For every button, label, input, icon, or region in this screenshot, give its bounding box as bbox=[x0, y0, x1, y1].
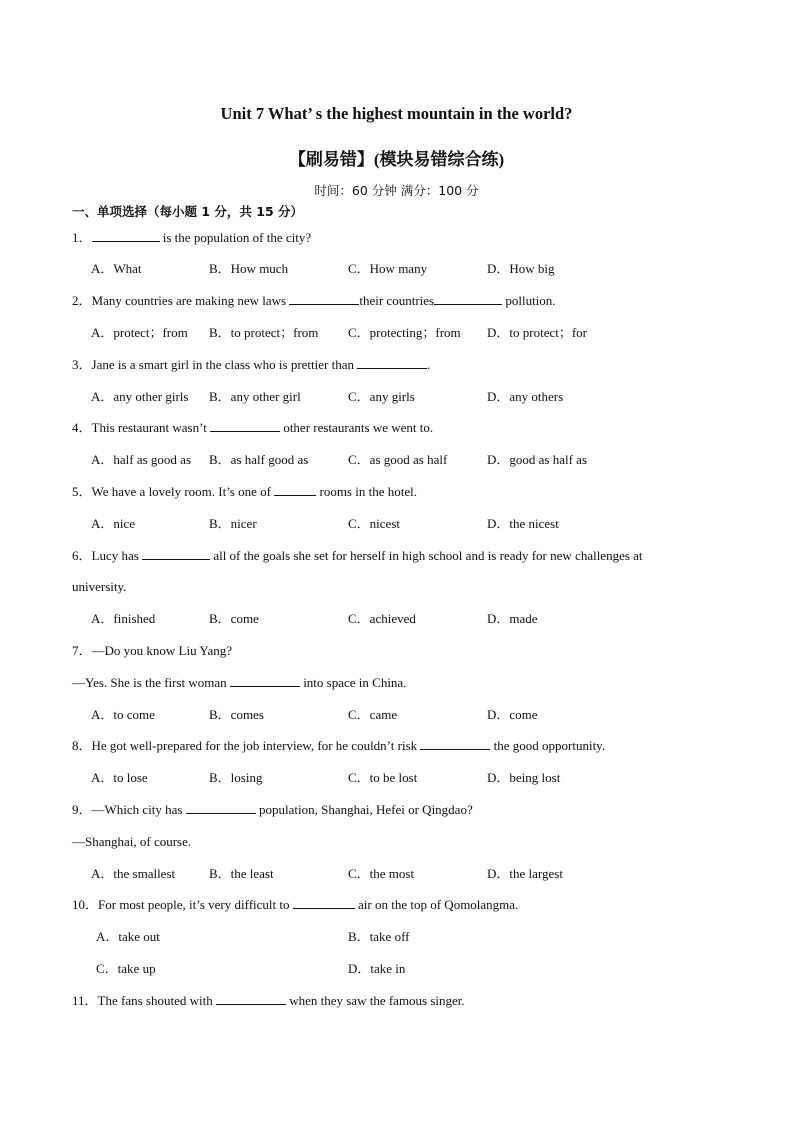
question-5 bbox=[72, 483, 417, 501]
answer-blank[interactable] bbox=[420, 737, 490, 750]
option-a[interactable]: A．the smallest bbox=[91, 866, 176, 881]
question-text: For most people, it’s very difficult to bbox=[98, 897, 293, 912]
option-a[interactable]: A．finished bbox=[91, 611, 156, 626]
option-b[interactable]: B．any other girl bbox=[209, 389, 301, 404]
question-number: 5． bbox=[72, 484, 92, 499]
option-c[interactable]: C．protecting；from bbox=[348, 325, 461, 340]
option-c[interactable]: C．came bbox=[348, 707, 398, 722]
option-d[interactable]: D．any others bbox=[487, 389, 564, 404]
question-text: when they saw the famous singer. bbox=[285, 993, 465, 1008]
question-9-answer-line: —Shanghai, of course. bbox=[72, 834, 192, 849]
question-text: He got well-prepared for the job interview, for he couldn’t risk bbox=[91, 738, 421, 753]
section-heading: 一、单项选择（每小题 1 分，共 15 分） bbox=[72, 204, 304, 219]
question-text: rooms in the hotel. bbox=[316, 484, 417, 499]
answer-blank[interactable] bbox=[216, 992, 286, 1005]
option-d[interactable]: D．made bbox=[487, 611, 538, 626]
option-c[interactable]: C．as good as half bbox=[348, 452, 448, 467]
option-c[interactable]: C．How many bbox=[348, 261, 428, 276]
answer-blank[interactable] bbox=[210, 419, 280, 432]
question-text: is the population of the city? bbox=[159, 230, 312, 245]
question-text: the good opportunity. bbox=[490, 738, 606, 753]
option-a[interactable]: A．What bbox=[91, 261, 142, 276]
question-text: Many countries are making new laws bbox=[91, 293, 290, 308]
question-text: population, Shanghai, Hefei or Qingdao? bbox=[255, 802, 473, 817]
question-8 bbox=[72, 737, 605, 755]
question-number: 9． bbox=[72, 802, 92, 817]
option-b[interactable]: B．comes bbox=[209, 707, 264, 722]
answer-blank[interactable] bbox=[434, 292, 502, 305]
option-b[interactable]: B．losing bbox=[209, 770, 263, 785]
option-b[interactable]: B．as half good as bbox=[209, 452, 309, 467]
question-text: pollution. bbox=[502, 293, 556, 308]
option-c[interactable]: C．achieved bbox=[348, 611, 416, 626]
question-text: Jane is a smart girl in the class who is prettier than bbox=[91, 357, 358, 372]
question-text: into space in China. bbox=[299, 675, 407, 690]
question-6 bbox=[72, 547, 643, 565]
option-b[interactable]: B．nicer bbox=[209, 516, 257, 531]
option-a[interactable]: A．to lose bbox=[91, 770, 148, 785]
question-number: 1． bbox=[72, 230, 92, 245]
question-text: air on the top of Qomolangma. bbox=[354, 897, 519, 912]
question-number: 10． bbox=[72, 897, 99, 912]
question-text: —Yes. She is the first woman bbox=[72, 675, 230, 690]
option-c[interactable]: C．to be lost bbox=[348, 770, 418, 785]
option-a[interactable]: A．any other girls bbox=[91, 389, 189, 404]
option-b[interactable]: B．the least bbox=[209, 866, 274, 881]
question-3 bbox=[72, 356, 430, 374]
option-a[interactable]: A．half as good as bbox=[91, 452, 192, 467]
question-text: —Do you know Liu Yang? bbox=[91, 643, 232, 658]
option-a[interactable]: A．nice bbox=[91, 516, 136, 531]
question-text: all of the goals she set for herself in high school and is ready for new challenges at bbox=[210, 548, 643, 563]
question-7 bbox=[72, 642, 232, 660]
answer-blank[interactable] bbox=[186, 801, 256, 814]
option-a[interactable]: A．take out bbox=[96, 929, 160, 944]
answer-blank[interactable] bbox=[357, 356, 427, 369]
option-d[interactable]: D．How big bbox=[487, 261, 555, 276]
question-number: 3． bbox=[72, 357, 92, 372]
question-text: other restaurants we went to. bbox=[280, 420, 434, 435]
option-d[interactable]: D．take in bbox=[348, 961, 406, 976]
question-text: The fans shouted with bbox=[97, 993, 216, 1008]
option-b[interactable]: B．to protect；from bbox=[209, 325, 319, 340]
page-subtitle: 【刷易错】(模块易错综合练) bbox=[288, 150, 505, 169]
question-number: 4． bbox=[72, 420, 92, 435]
question-text: Lucy has bbox=[91, 548, 143, 563]
answer-blank[interactable] bbox=[274, 483, 316, 496]
option-d[interactable]: D．being lost bbox=[487, 770, 561, 785]
question-9 bbox=[72, 801, 473, 819]
option-a[interactable]: A．to come bbox=[91, 707, 155, 722]
option-d[interactable]: D．to protect；for bbox=[487, 325, 588, 340]
option-a[interactable]: A．protect；from bbox=[91, 325, 188, 340]
answer-blank[interactable] bbox=[289, 292, 359, 305]
question-11 bbox=[72, 992, 465, 1010]
option-c[interactable]: C．the most bbox=[348, 866, 415, 881]
option-c[interactable]: C．take up bbox=[96, 961, 156, 976]
option-c[interactable]: C．any girls bbox=[348, 389, 415, 404]
question-number: 7． bbox=[72, 643, 92, 658]
question-1 bbox=[72, 229, 311, 247]
question-4 bbox=[72, 419, 433, 437]
question-7-answer-line bbox=[72, 674, 406, 692]
question-text: . bbox=[427, 357, 431, 372]
question-text: their countries bbox=[359, 293, 435, 308]
question-6-continued: university. bbox=[72, 579, 127, 594]
option-b[interactable]: B．How much bbox=[209, 261, 289, 276]
question-10 bbox=[72, 896, 518, 914]
option-d[interactable]: D．good as half as bbox=[487, 452, 588, 467]
option-b[interactable]: B．come bbox=[209, 611, 259, 626]
option-c[interactable]: C．nicest bbox=[348, 516, 400, 531]
option-b[interactable]: B．take off bbox=[348, 929, 410, 944]
question-2 bbox=[72, 292, 556, 310]
answer-blank[interactable] bbox=[293, 896, 355, 909]
question-text: We have a lovely room. It’s one of bbox=[91, 484, 275, 499]
option-d[interactable]: D．the nicest bbox=[487, 516, 559, 531]
question-number: 11． bbox=[72, 993, 98, 1008]
question-text: This restaurant wasn’t bbox=[91, 420, 211, 435]
answer-blank[interactable] bbox=[92, 229, 160, 242]
answer-blank[interactable] bbox=[142, 547, 210, 560]
answer-blank[interactable] bbox=[230, 674, 300, 687]
question-number: 8． bbox=[72, 738, 92, 753]
option-d[interactable]: D．the largest bbox=[487, 866, 563, 881]
option-d[interactable]: D．come bbox=[487, 707, 538, 722]
page-title: Unit 7 What’ s the highest mountain in the world? bbox=[220, 104, 573, 123]
time-score-info: 时间：60 分钟 满分：100 分 bbox=[314, 183, 479, 198]
question-text: —Which city has bbox=[91, 802, 186, 817]
question-number: 6． bbox=[72, 548, 92, 563]
question-number: 2． bbox=[72, 293, 92, 308]
